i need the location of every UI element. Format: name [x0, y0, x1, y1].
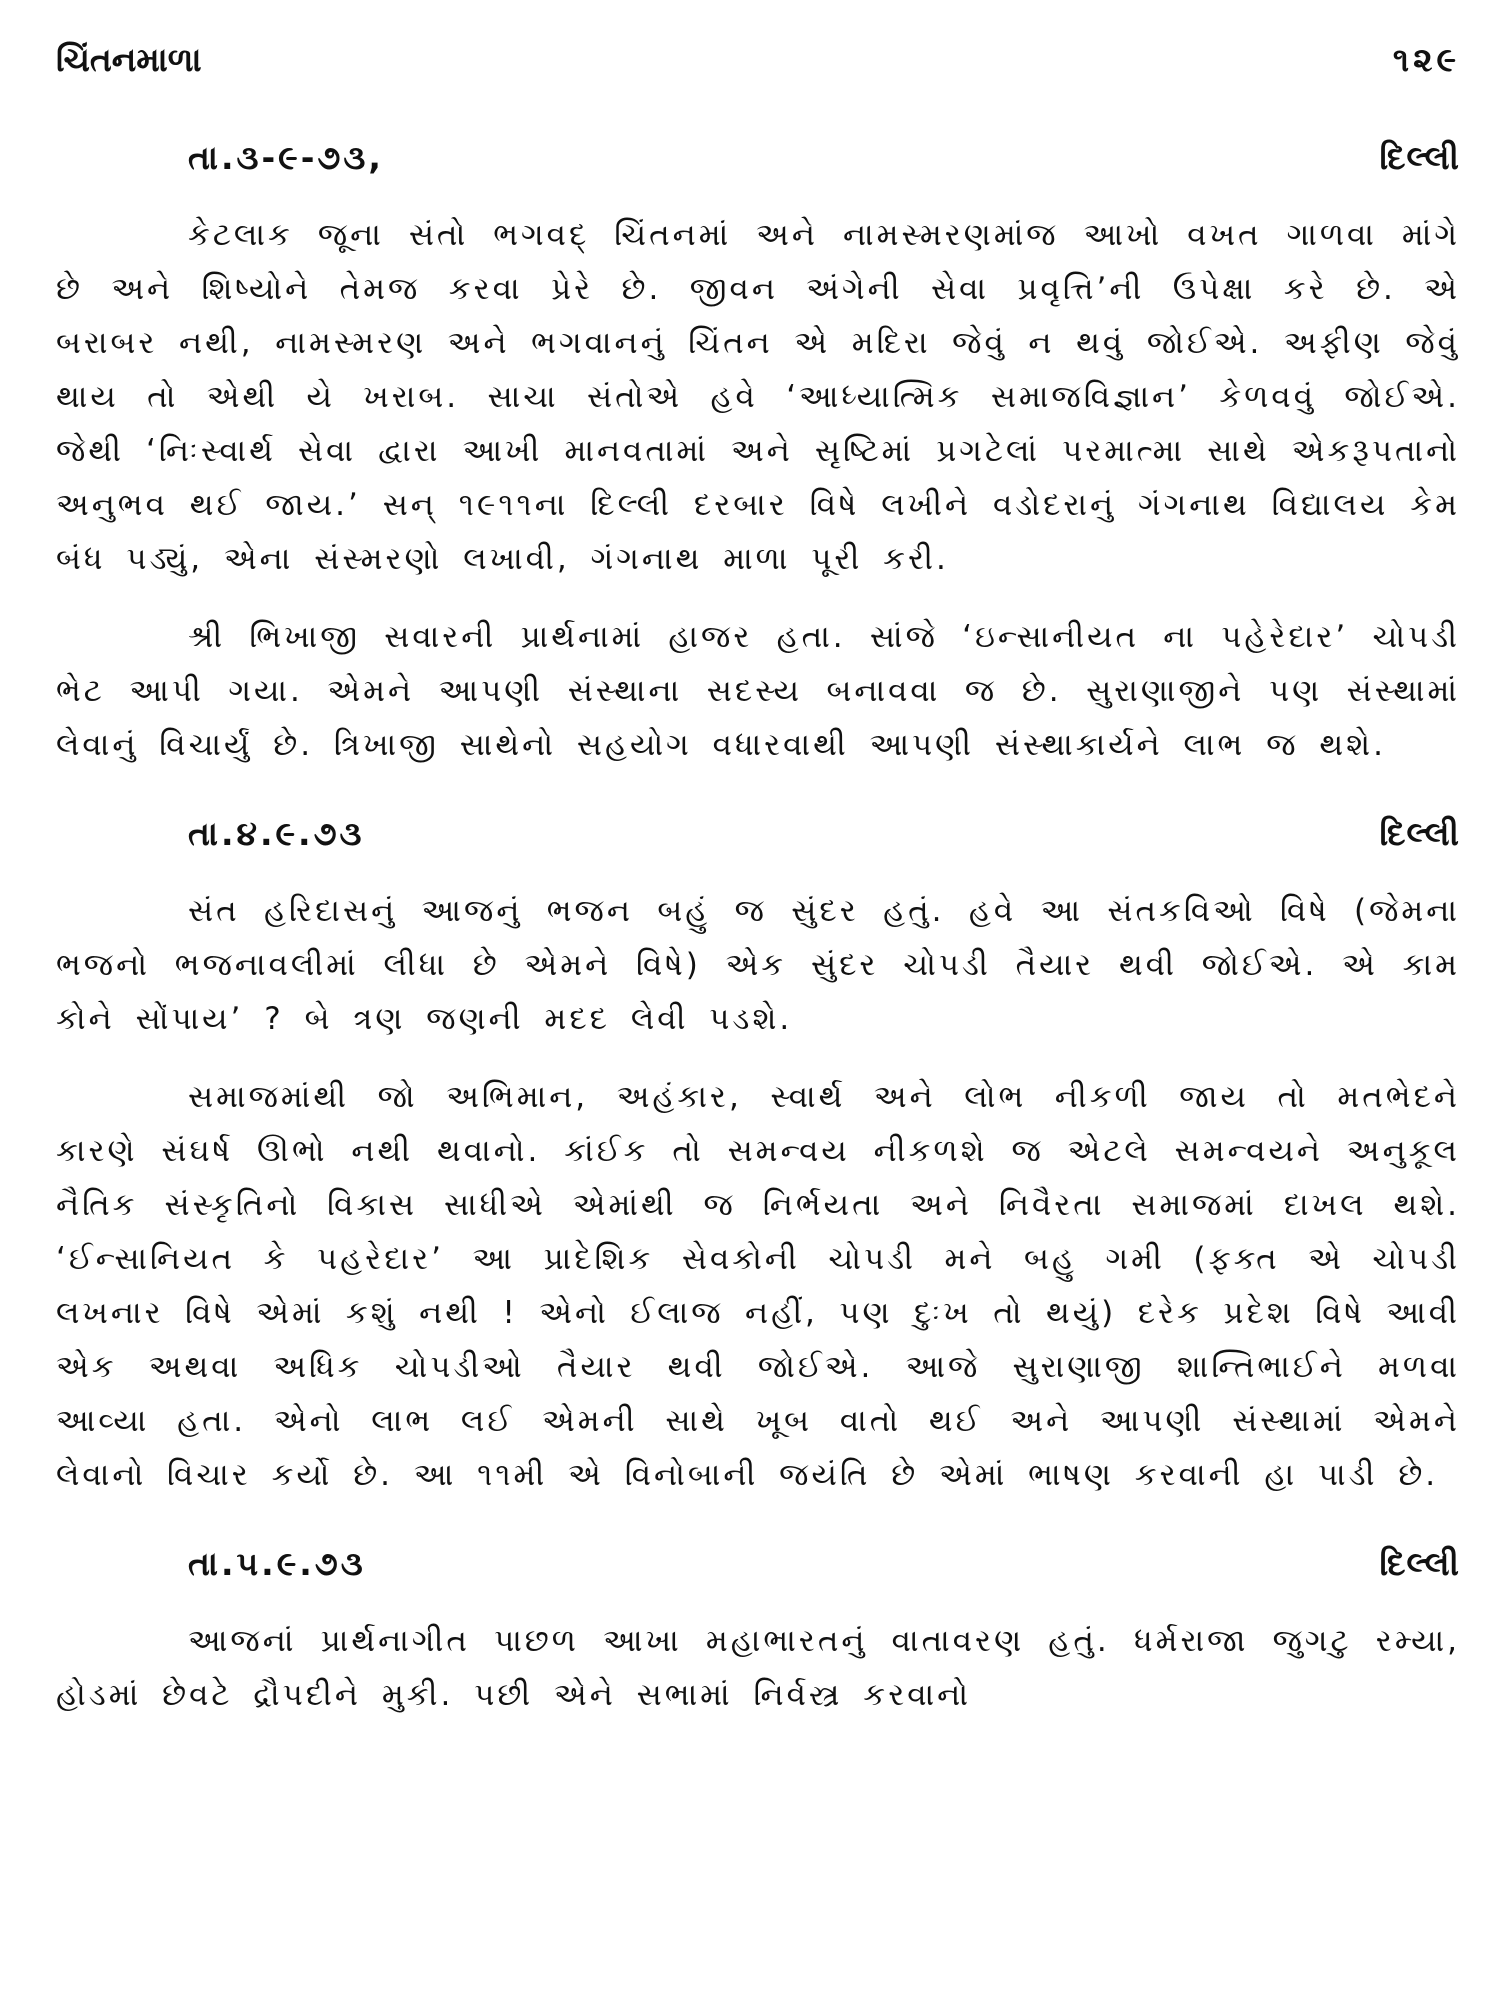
paragraph: સમાજમાંથી જો અભિમાન, અહંકાર, સ્વાર્થ અને લોભ નીકળી જાય તો મતભેદને કારણે સંઘર્ષ ઊભો નથી થવાનો. કાંઈક તો સમન્વય નીકળશે જ એટલે સમન્વયને અનુકૂલ નૈતિક સંસ્કૃતિનો વિકાસ સાધીએ એમાંથી જ નિર્ભયતા અને નિવૈરતા સમાજમાં દાખલ થશે. ‘ઈન્સાનિયત કે પહરેદાર’ આ પ્રાદેશિક સેવકોની ચોપડી મને બહુ ગમી (ફક્ત એ ચોપડી લખનાર વિષે એમાં કશું નથી ! એનો ઈલાજ નહીં, પણ દુઃખ તો થયું) દરેક પ્રદેશ વિષે આવી એક અથવા અધિક ચોપડીઓ તૈયાર થવી જોઈએ. આજે સુરાણાજી શાન્તિભાઈને મળવા આવ્યા હતા. એનો લાભ લઈ એમની સાથે ખૂબ વાતો થઈ અને આપણી સંસ્થામાં એમને લેવાનો વિચાર કર્યો છે. આ ૧૧મી એ વિનોબાની જયંતિ છે એમાં ભાષણ કરવાની હા પાડી છે.	[56, 1079, 1460, 1493]
entry-date: તા.૪.૯.૭૩	[188, 814, 365, 853]
entry-place: દિલ્લી	[1379, 138, 1460, 177]
paragraph: આજનાં પ્રાર્થનાગીત પાછળ આખા મહાભારતનું વાતાવરણ હતું. ધર્મરાજા જુગટુ રમ્યા, હોડમાં છેવટે દ્રૌપદીને મુકી. પછી એને સભામાં નિર્વસ્ત્ર કરવાનો	[56, 1623, 1460, 1713]
entry-place: દિલ્લી	[1379, 1544, 1460, 1583]
book-page	[56, 40, 1460, 1970]
book-title: ચિંતનમાળા	[56, 40, 202, 79]
running-header	[56, 40, 1460, 100]
entry-heading	[56, 1544, 1460, 1604]
entry-date: તા.૩-૯-૭૩,	[188, 138, 384, 177]
paragraph: કેટલાક જૂના સંતો ભગવદ્ ચિંતનમાં અને નામસ્મરણમાંજ આખો વખત ગાળવા માંગે છે અને શિષ્યોને તેમજ કરવા પ્રેરે છે. જીવન અંગેની સેવા પ્રવૃત્તિ’ની ઉપેક્ષા કરે છે. એ બરાબર નથી, નામસ્મરણ અને ભગવાનનું ચિંતન એ મદિરા જેવું ન થવું જોઈએ. અફીણ જેવું થાય તો એથી યે ખરાબ. સાચા સંતોએ હવે ‘આધ્યાત્મિક સમાજવિજ્ઞાન’ કેળવવું જોઈએ. જેથી ‘નિઃસ્વાર્થ સેવા દ્વારા આખી માનવતામાં અને સૃષ્ટિમાં પ્રગટેલાં પરમાત્મા સાથે એકરૂપતાનો અનુભવ થઈ જાય.’ સન્ ૧૯૧૧ના દિલ્લી દરબાર વિષે લખીને વડોદરાનું ગંગનાથ વિદ્યાલય કેમ બંધ પડ્યું, એના સંસ્મરણો લખાવી, ગંગનાથ માળા પૂરી કરી.	[56, 217, 1460, 577]
entry-date: તા.૫.૯.૭૩	[188, 1544, 366, 1583]
page-number: ૧૨૯	[1392, 40, 1460, 79]
entry-heading	[56, 138, 1460, 198]
entry-place: દિલ્લી	[1379, 814, 1460, 853]
paragraph: શ્રી ભિખાજી સવારની પ્રાર્થનામાં હાજર હતા. સાંજે ‘ઇન્સાનીયત ના પહેરેદાર’ ચોપડી ભેટ આપી ગયા. એમને આપણી સંસ્થાના સદસ્ય બનાવવા જ છે. સુરાણાજીને પણ સંસ્થામાં લેવાનું વિચાર્યું છે. ત્રિખાજી સાથેનો સહયોગ વધારવાથી આપણી સંસ્થાકાર્યને લાભ જ થશે.	[56, 619, 1460, 763]
entry-heading	[56, 814, 1460, 874]
paragraph: સંત હરિદાસનું આજનું ભજન બહું જ સુંદર હતું. હવે આ સંતકવિઓ વિષે (જેમના ભજનો ભજનાવલીમાં લીધા છે એમને વિષે) એક સુંદર ચોપડી તૈયાર થવી જોઈએ. એ કામ કોને સોંપાય’ ? બે ત્રણ જણની મદદ લેવી પડશે.	[56, 893, 1460, 1037]
